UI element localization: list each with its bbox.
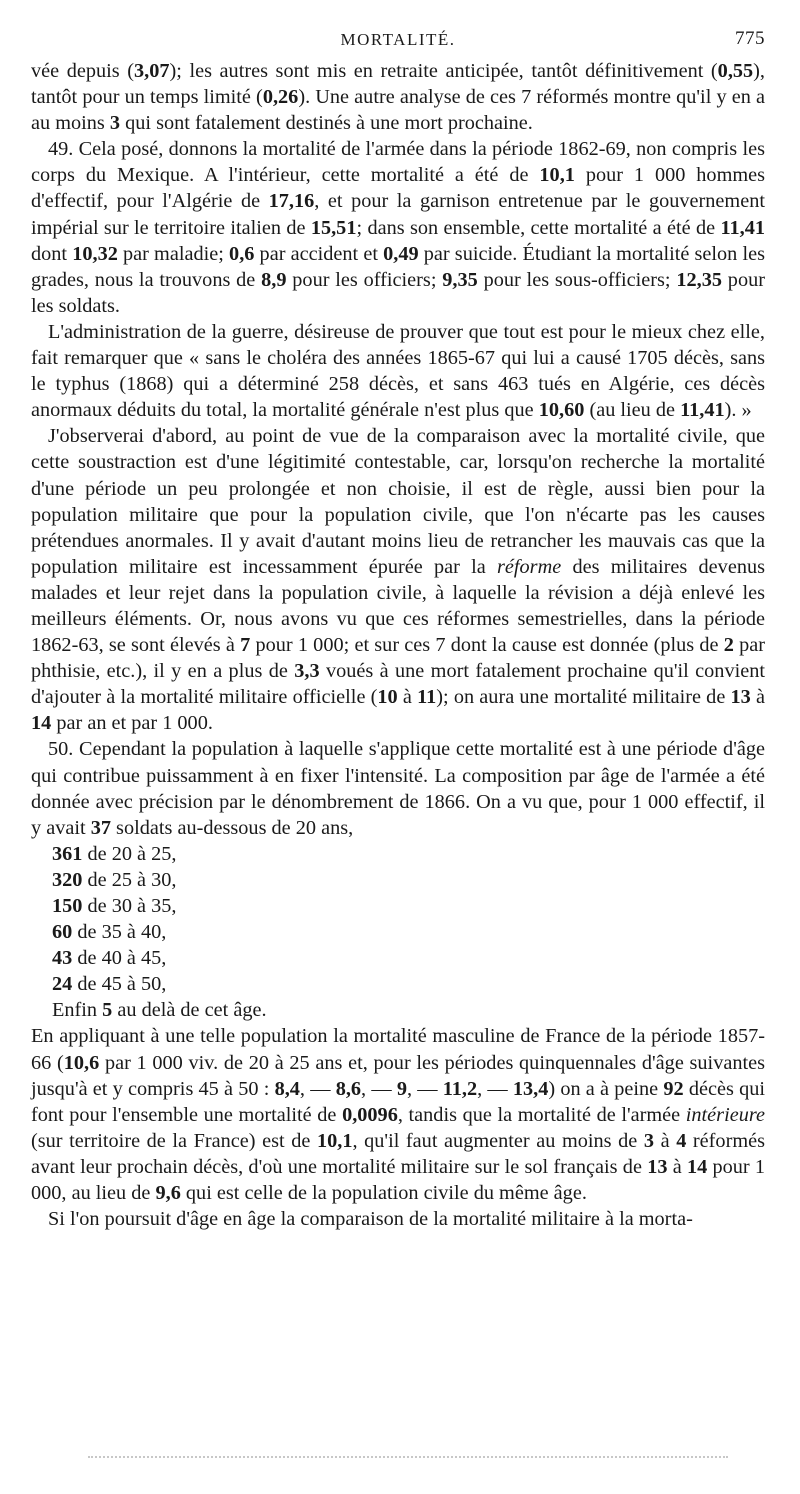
paragraph-closing: Si l'on poursuit d'âge en âge la comparaison de la mortalité militaire à la morta- [48,1208,693,1231]
paragraph-observation: J'observerai d'abord, au point de vue de la comparaison avec la mortalité civile, que cette soustraction est d'une légitimité contestable, car, lorsqu'on recherche la mortalité d'une période un peu prolongée et non choisie, il est de règle, aussi bien pour la population militaire que pour la population civile, que l'on n'écarte pas les causes prétendues anormales. Il y avait d'autant moins lieu de retrancher les mauvais cas que la population militaire est incessamment épurée par la réforme des militaires devenus malades et leur rejet dans la population civile, à laquelle la révision a déjà enlevé les meilleurs éléments. Or, nous avons vu que ces réformes semestrielles, dans la période 1862-63, se sont élevés à 7 pour 1 000; et sur ces 7 dont la cause est donnée (plus de 2 par phthisie, etc.), il y en a plus de 3,3 voués à une mort fatalement prochaine qu'il convient d'ajouter à la mortalité militaire officielle (10 à 11); on aura une mortalité militaire de 13 à 14 par an et par 1 000. [31,425,765,735]
list-item-last: Enfin 5 au delà de cet âge. [52,999,267,1022]
page-header [31,28,765,58]
paragraph-49: 49. Cela posé, donnons la mortalité de l'armée dans la période 1862-69, non compris les corps du Mexique. A l'intérieur, cette mortalité a été de 10,1 pour 1 000 hommes d'effectif, pour l'Algérie de 17,16, et pour la garnison entretenue par le gouvernement impérial sur le territoire italien de 15,51; dans son ensemble, cette mortalité a été de 11,41 dont 10,32 par maladie; 0,6 par accident et 0,49 par suicide. Étudiant la mortalité selon les grades, nous la trouvons de 8,9 pour les officiers; 9,35 pour les sous-officiers; 12,35 pour les soldats. [31,138,766,317]
list-item: 320 de 25 à 30, [52,868,177,891]
paragraph-1: vée depuis (3,07); les autres sont mis en retraite anticipée, tantôt définitivement (0,55), tantôt pour un temps limité (0,26). Une autre analyse de ces 7 réformés montre qu'il y en a au moins 3 qui sont fatalement destinés à une mort prochaine. [31,60,766,135]
document-page [31,28,765,1232]
list-item: 60 de 35 à 40, [52,921,167,944]
list-item: 43 de 40 à 45, [52,947,167,970]
age-distribution-list [31,841,765,1024]
bleed-through-artifact [88,1456,728,1461]
paragraph-50: 50. Cependant la population à laquelle s'applique cette mortalité est à une période d'âge qui contribue puissamment à en fixer l'intensité. La composition par âge de l'armée a été donnée avec précision par le dénombrement de 1866. On a vu que, pour 1 000 effectif, il y avait 37 soldats au-dessous de 20 ans, [31,738,765,839]
list-item: 24 de 45 à 50, [52,973,167,996]
page-number: 775 [735,28,765,49]
page-body [31,58,765,1232]
list-item: 150 de 30 à 35, [52,895,177,917]
paragraph-application: En appliquant à une telle population la mortalité masculine de France de la période 1857-66 (10,6 par 1 000 viv. de 20 à 25 ans et, pour les périodes quinquennales d'âge suivantes jusqu'à et y compris 45 à 50 : 8,4, — 8,6, — 9, — 11,2, — 13,4) on a à peine 92 décès qui font pour l'ensemble une mortalité de 0,0096, tandis que la mortalité de l'armée intérieure (sur territoire de la France) est de 10,1, qu'il faut augmenter au moins de 3 à 4 réformés avant leur prochain décès, d'où une mortalité militaire sur le sol français de 13 à 14 pour 1 000, au lieu de 9,6 qui est celle de la population civile du même âge. [31,1025,766,1205]
paragraph-administration: L'administration de la guerre, désireuse de prouver que tout est pour le mieux chez elle, fait remarquer que « sans le choléra des années 1865-67 qui lui a causé 1705 décès, sans le typhus (1868) qui a déterminé 258 décès, et sans 463 tués en Algérie, ces décès anormaux déduits du total, la mortalité générale n'est plus que 10,60 (au lieu de 11,41). » [31,320,765,422]
running-head: MORTALITÉ. [340,30,456,49]
list-item: 361 de 20 à 25, [52,842,177,865]
